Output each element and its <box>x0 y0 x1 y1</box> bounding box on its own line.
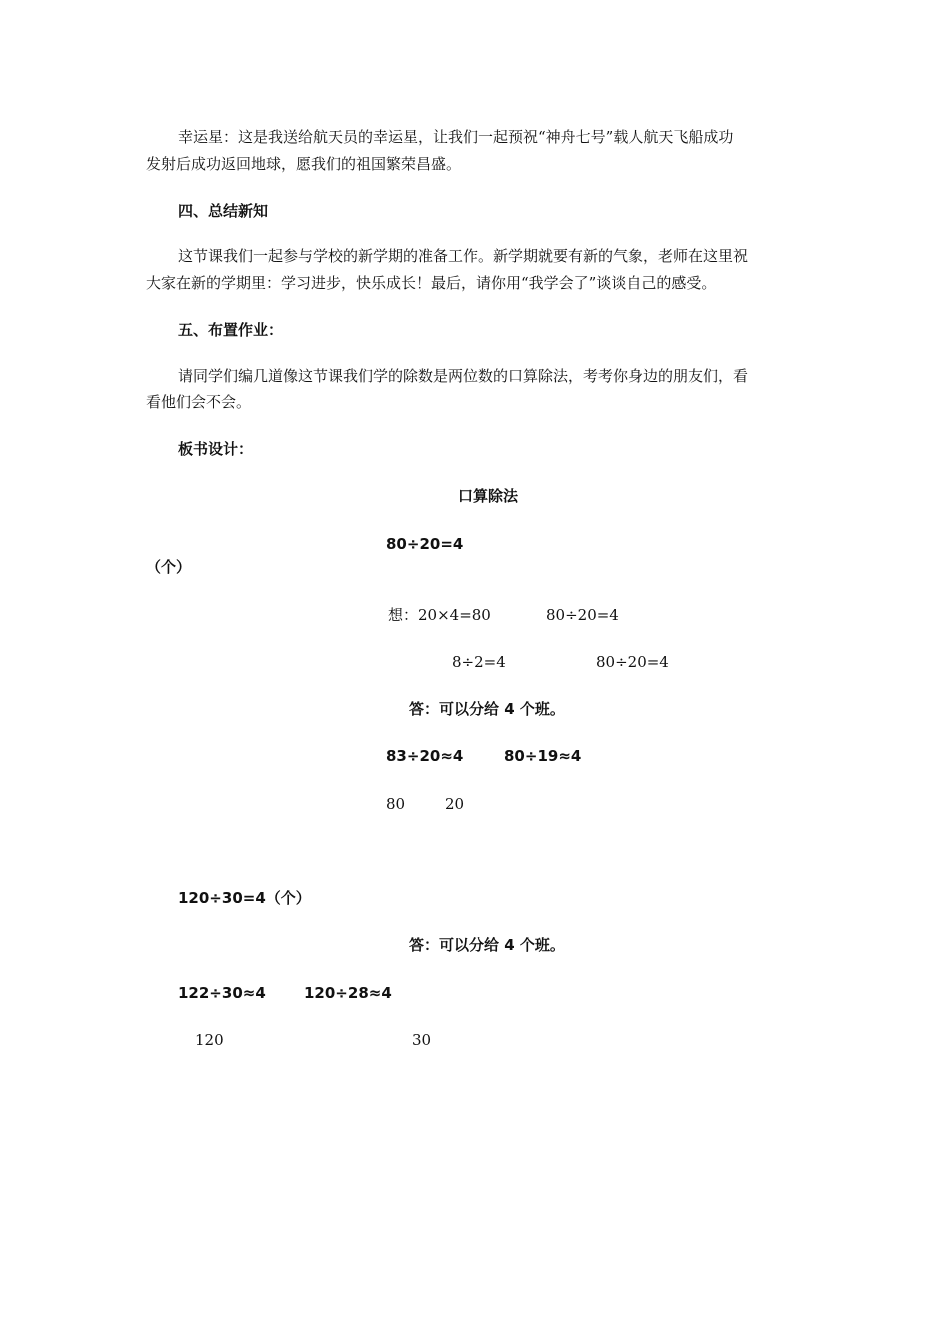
equation: 120÷30=4（个） <box>178 889 311 907</box>
answer-line: 答：可以分给 4 个班。 <box>409 936 565 954</box>
approx-equation: 80÷19≈4 <box>504 747 582 765</box>
think-equation: 80÷20=4 <box>596 653 669 671</box>
board-title: 口算除法 <box>458 487 519 505</box>
paragraph-line: 幸运星：这是我送给航天员的幸运星，让我们一起预祝“神舟七号”载人航天飞船成功 <box>178 128 734 146</box>
paragraph-line: 这节课我们一起参与学校的新学期的准备工作。新学期就要有新的气象，老师在这里祝 <box>178 247 749 265</box>
approx-number: 30 <box>412 1031 432 1049</box>
paragraph-line: 大家在新的学期里：学习进步，快乐成长！最后，请你用“我学会了”谈谈自己的感受。 <box>146 274 717 292</box>
paragraph-line: 看他们会不会。 <box>146 393 252 411</box>
section-heading-summary: 四、总结新知 <box>178 202 269 220</box>
think-equation: 想：20×4=80 <box>388 606 491 624</box>
approx-number: 20 <box>445 795 465 813</box>
equation: 80÷20=4 <box>386 535 464 553</box>
think-equation: 8÷2=4 <box>452 653 506 671</box>
approx-equation: 122÷30≈4 <box>178 984 266 1002</box>
approx-equation: 120÷28≈4 <box>304 984 392 1002</box>
paragraph-line: 发射后成功返回地球，愿我们的祖国繁荣昌盛。 <box>146 155 462 173</box>
paragraph-line: 请同学们编几道像这节课我们学的除数是两位数的口算除法，考考你身边的朋友们，看 <box>178 367 749 385</box>
approx-number: 80 <box>386 795 406 813</box>
approx-equation: 83÷20≈4 <box>386 747 464 765</box>
think-equation: 80÷20=4 <box>546 606 619 624</box>
board-design-label: 板书设计： <box>178 440 254 458</box>
answer-line: 答：可以分给 4 个班。 <box>409 700 565 718</box>
unit-label: （个） <box>146 558 192 576</box>
section-heading-homework: 五、布置作业： <box>178 321 284 339</box>
approx-number: 120 <box>195 1031 224 1049</box>
